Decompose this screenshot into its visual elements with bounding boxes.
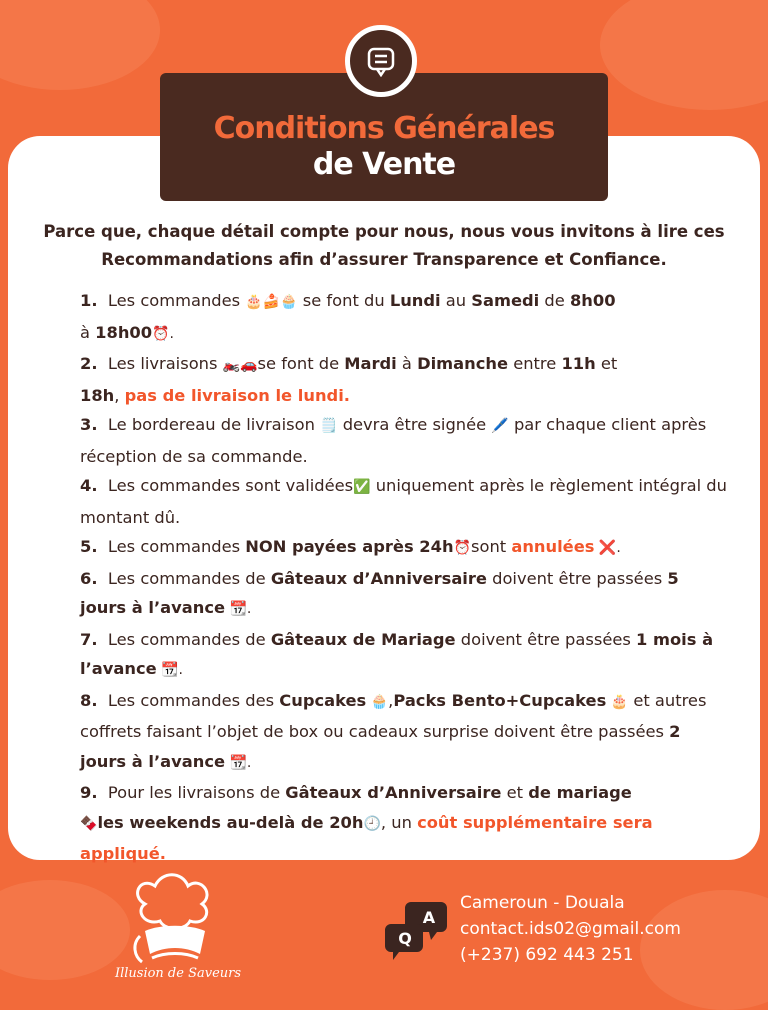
term-4 — [80, 471, 730, 532]
term-text: , un — [380, 812, 418, 832]
term-number: 1. — [80, 291, 98, 310]
term-bold: 1 mois à l’avance — [80, 629, 714, 678]
terms-list — [80, 286, 730, 869]
logo-text: Illusion de Saveurs — [114, 966, 242, 981]
chocolate-icon: 🍫 — [80, 815, 98, 832]
background-pattern — [600, 0, 768, 110]
term-bold: 8h00 — [569, 291, 616, 310]
term-highlight: pas de livraison le lundi. — [124, 385, 350, 405]
term-text: Les livraisons — [107, 354, 223, 373]
term-text: Les commandes de — [107, 629, 271, 649]
term-bold: les weekends au-delà de 20h — [97, 812, 364, 832]
term-number: 2. — [80, 354, 98, 373]
notepad-icon: 🗒️ — [320, 418, 338, 434]
term-text: de — [539, 291, 570, 310]
term-text: doivent être passées — [486, 568, 668, 588]
term-text: , — [388, 690, 394, 710]
cupcake-icon: 🧁 — [366, 693, 389, 710]
term-number: 7. — [80, 629, 98, 649]
clock-icon: 🕘 — [363, 815, 381, 832]
term-bold: Gâteaux de Mariage — [270, 629, 456, 649]
term-text: uniquement après le règlement intégral du montant dû. — [80, 476, 727, 527]
calendar-icon: 📆. — [156, 662, 183, 678]
term-highlight: annulées — [511, 537, 595, 556]
phone-text: (+237) 692 443 251 — [460, 945, 634, 965]
term-number: 4. — [80, 476, 98, 495]
term-number: 6. — [80, 568, 98, 588]
contact-info — [460, 890, 681, 968]
chat-bubble-icon — [345, 25, 417, 97]
term-bold: 5 jours à l’avance — [80, 568, 679, 617]
term-text: devra être signée — [337, 415, 492, 434]
term-text: Le bordereau de livraison — [107, 415, 321, 434]
term-bold: NON payées après 24h — [245, 537, 454, 556]
term-bold: Dimanche — [417, 354, 509, 373]
term-bold: de mariage — [528, 783, 632, 802]
term-bold: Gâteaux d’Anniversaire — [270, 568, 487, 588]
term-text: à — [80, 322, 96, 342]
term-bold: 11h — [561, 354, 596, 373]
term-7 — [80, 625, 730, 686]
vehicle-icons: 🏍️🚗 — [222, 357, 258, 373]
term-text: et — [595, 354, 618, 373]
term-text: sont — [471, 537, 512, 556]
term-1 — [80, 286, 730, 349]
title-line-2: de Vente — [312, 147, 456, 182]
term-5 — [80, 532, 730, 564]
term-number: 5. — [80, 537, 98, 556]
email-text: contact.ids02@gmail.com — [460, 919, 681, 939]
qa-letter-q: Q — [398, 929, 412, 948]
term-number: 8. — [80, 690, 98, 710]
term-text: Les commandes sont validées — [107, 476, 354, 495]
term-text: Les commandes des — [107, 690, 280, 710]
qa-letter-a: A — [422, 908, 436, 927]
term-text: se font de — [257, 354, 345, 373]
cake-icon: 🎂 — [606, 693, 629, 710]
term-6 — [80, 564, 730, 625]
term-bold: Gâteaux d’Anniversaire — [285, 783, 502, 802]
term-text: et autres coffrets faisant l’objet de box ou cadeaux surprise doivent être passées — [80, 690, 707, 741]
check-mark-icon: ✅ — [353, 479, 371, 495]
term-bold: 18h — [80, 385, 115, 405]
term-highlight: coût supplémentaire sera appliqué. — [80, 812, 653, 863]
term-text: et — [501, 783, 529, 802]
calendar-icon: 📆. — [225, 754, 252, 771]
term-bold: Cupcakes — [279, 690, 367, 710]
term-bold: 18h00 — [95, 322, 153, 342]
term-text: au — [440, 291, 472, 310]
term-bold: Mardi — [344, 354, 397, 373]
term-text: , — [114, 385, 125, 405]
term-text: Les commandes — [107, 537, 246, 556]
term-bold: Lundi — [389, 291, 441, 310]
term-number: 3. — [80, 415, 98, 434]
term-bold: 2 jours à l’avance — [80, 722, 681, 771]
term-text: doivent être passées — [455, 629, 637, 649]
qa-icon — [385, 898, 449, 962]
intro-text: Parce que, chaque détail compte pour nous, nous vous invitons à lire ces Recommandations afin d’assurer Transparence et Confiance. — [43, 222, 725, 269]
term-bold: Packs Bento+Cupcakes — [393, 690, 607, 710]
term-text: entre — [508, 354, 562, 373]
term-text: se font du — [297, 291, 390, 310]
alarm-clock-icon: ⏰. — [152, 325, 174, 342]
title-line-1: Conditions Générales — [213, 111, 555, 146]
term-text: Les commandes — [107, 291, 246, 310]
term-text: Les commandes de — [107, 568, 271, 588]
term-2 — [80, 349, 730, 410]
calendar-icon: 📆. — [225, 601, 252, 617]
pen-icon: 🖊️ — [491, 418, 509, 434]
term-text: par chaque client après réception de sa commande. — [80, 415, 707, 466]
cake-icons: 🎂🍰🧁 — [245, 294, 298, 310]
term-3 — [80, 410, 730, 471]
cross-mark-icon: ❌. — [594, 540, 621, 556]
background-pattern — [0, 0, 160, 90]
term-text: à — [396, 354, 418, 373]
term-text: Pour les livraisons de — [107, 783, 286, 802]
location-text: Cameroun - Douala — [460, 893, 625, 913]
term-9 — [80, 778, 730, 869]
alarm-clock-icon: ⏰ — [453, 540, 471, 556]
term-number: 9. — [80, 783, 98, 802]
term-bold: Samedi — [471, 291, 540, 310]
term-8 — [80, 686, 730, 779]
